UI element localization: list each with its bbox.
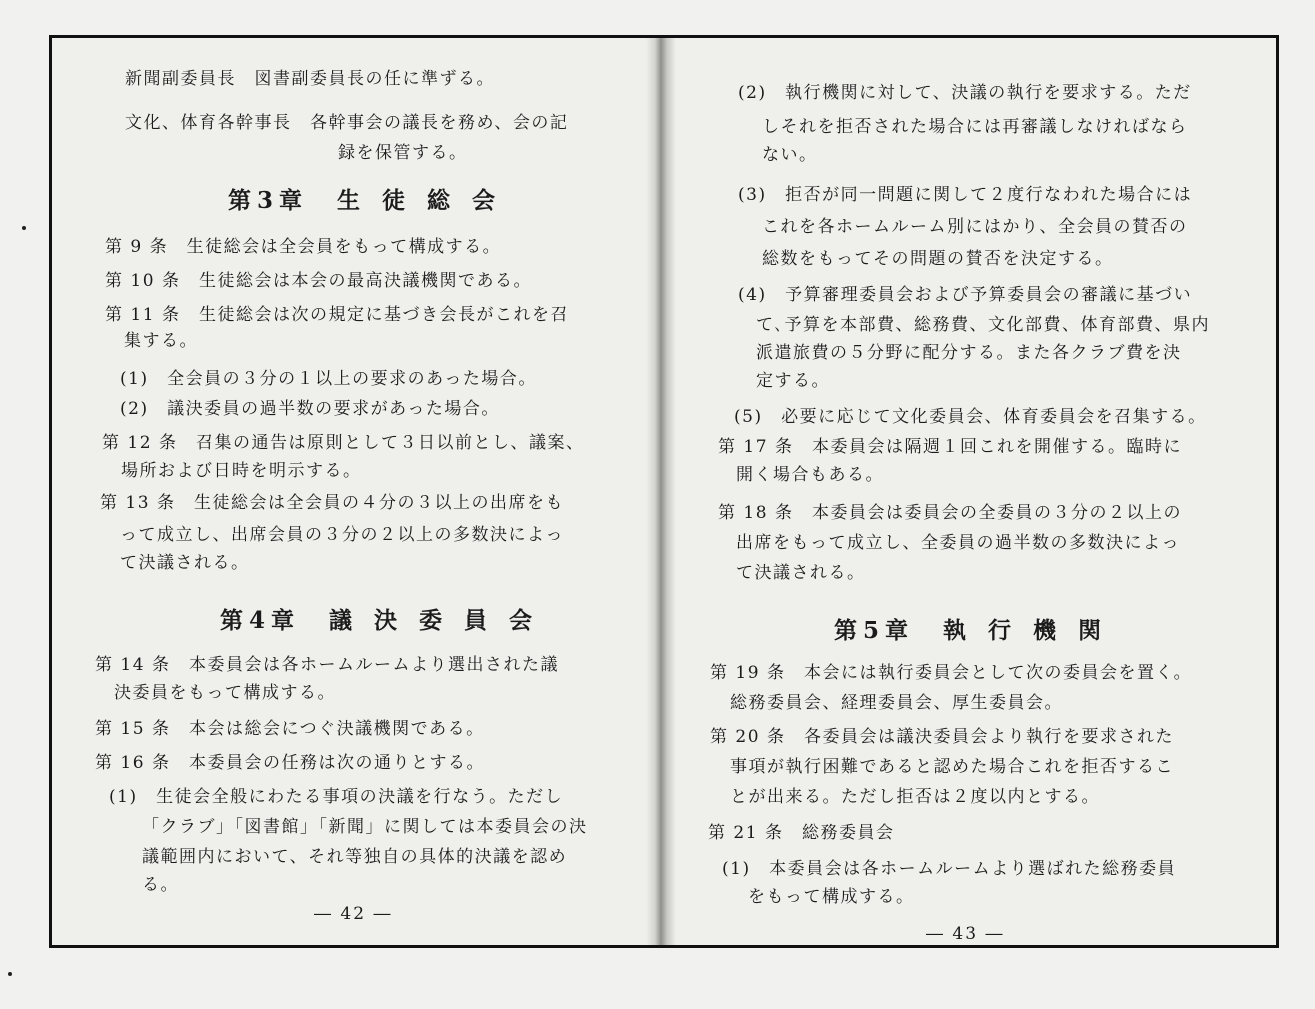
text-line: 定する。	[756, 371, 830, 391]
chapter-4-heading	[220, 606, 554, 636]
text-line: (5) 必要に応じて文化委員会、体育委員会を召集する。	[734, 407, 1207, 427]
text-line: (2) 議決委員の過半数の要求があった場合。	[120, 399, 500, 419]
text-line: 事項が執行困難であると認めた場合これを拒否するこ	[730, 757, 1174, 777]
chapter-title: 生徒総会	[337, 187, 518, 214]
text-line: る。	[142, 875, 179, 895]
text-line: 第 20 条 各委員会は議決委員会より執行を要求された	[710, 727, 1174, 747]
left-page	[52, 38, 646, 945]
text-line: 第 10 条 生徒総会は本会の最高決議機関である。	[105, 271, 532, 291]
text-line: 「クラブ」「図書館」「新聞」に関しては本委員会の決	[142, 817, 588, 837]
text-line: て決議される。	[736, 563, 866, 583]
text-line: 第 14 条 本委員会は各ホームルームより選出された議	[95, 655, 559, 675]
text-line: これを各ホームルーム別にはかり、全会員の賛否の	[762, 217, 1188, 237]
text-line: 録を保管する。	[338, 143, 468, 163]
book-gutter	[646, 38, 676, 945]
text-line: とが出来る。ただし拒否は２度以内とする。	[730, 787, 1100, 807]
text-line: 第 19 条 本会には執行委員会として次の委員会を置く。	[710, 663, 1193, 683]
speck-bottom	[8, 972, 12, 976]
text-line: 第 18 条 本委員会は委員会の全委員の３分の２以上の	[718, 503, 1182, 523]
text-line: (4) 予算審理委員会および予算委員会の審議に基づい	[738, 285, 1193, 305]
text-line: ない。	[762, 145, 818, 165]
book-spread	[49, 35, 1279, 948]
text-line: 文化、体育各幹事長 各幹事会の議長を務め、会の記	[125, 113, 569, 133]
right-page	[676, 38, 1276, 945]
text-line: 第 12 条 召集の通告は原則として３日以前とし、議案、	[102, 433, 585, 453]
text-line: (3) 拒否が同一問題に関して２度行なわれた場合には	[738, 185, 1193, 205]
text-line: 議範囲内において、それ等独自の具体的決議を認め	[142, 847, 568, 867]
text-line: 出席をもって成立し、全委員の過半数の多数決によっ	[736, 533, 1180, 553]
text-line: 開く場合もある。	[736, 465, 884, 485]
text-line: て､予算を本部費、総務費、文化部費、体育部費、県内	[756, 315, 1210, 335]
text-line: 総務委員会、経理委員会、厚生委員会。	[730, 693, 1063, 713]
text-line: って成立し、出席会員の３分の２以上の多数決によっ	[120, 525, 564, 545]
text-line: 総数をもってその問題の賛否を決定する。	[762, 249, 1114, 269]
text-line: 派遣旅費の５分野に配分する。また各クラブ費を決	[756, 343, 1182, 363]
text-line: しそれを拒否された場合には再審議しなければなら	[762, 117, 1188, 137]
text-line: 新聞副委員長 図書副委員長の任に準ずる。	[125, 69, 495, 89]
chapter-3-heading	[228, 186, 517, 216]
text-line: 第 13 条 生徒総会は全会員の４分の３以上の出席をも	[100, 493, 564, 513]
text-line: 第 21 条 総務委員会	[708, 823, 895, 843]
text-line: (1) 生徒会全般にわたる事項の決議を行なう。ただし	[109, 787, 564, 807]
text-line: て決議される。	[120, 553, 250, 573]
page-number: ― 42 ―	[314, 904, 393, 924]
text-line: 第 9 条 生徒総会は全会員をもって構成する。	[105, 237, 502, 257]
text-line: 場所および日時を明示する。	[121, 461, 362, 481]
chapter-number: 第4章	[220, 607, 301, 634]
page-number: ― 43 ―	[926, 924, 1005, 944]
text-line: 第 16 条 本委員会の任務は次の通りとする。	[95, 753, 485, 773]
text-line: 第 17 条 本委員会は隔週１回これを開催する。臨時に	[718, 437, 1182, 457]
chapter-number: 第5章	[834, 617, 915, 644]
chapter-5-heading	[834, 616, 1123, 646]
text-line: (1) 本委員会は各ホームルームより選ばれた総務委員	[722, 859, 1177, 879]
text-line: (1) 全会員の３分の１以上の要求のあった場合。	[120, 369, 537, 389]
text-line: 第 15 条 本会は総会につぐ決議機関である。	[95, 719, 485, 739]
chapter-title: 執行機関	[943, 617, 1124, 644]
speck-top	[22, 226, 26, 230]
text-line: (2) 執行機関に対して、決議の執行を要求する。ただ	[738, 83, 1192, 103]
text-line: 第 11 条 生徒総会は次の規定に基づき会長がこれを召	[105, 305, 569, 325]
text-line: 決委員をもって構成する。	[114, 683, 336, 703]
chapter-number: 第3章	[228, 187, 309, 214]
chapter-title: 議決委員会	[329, 607, 555, 634]
text-line: をもって構成する。	[748, 887, 915, 907]
text-line: 集する。	[124, 331, 198, 351]
